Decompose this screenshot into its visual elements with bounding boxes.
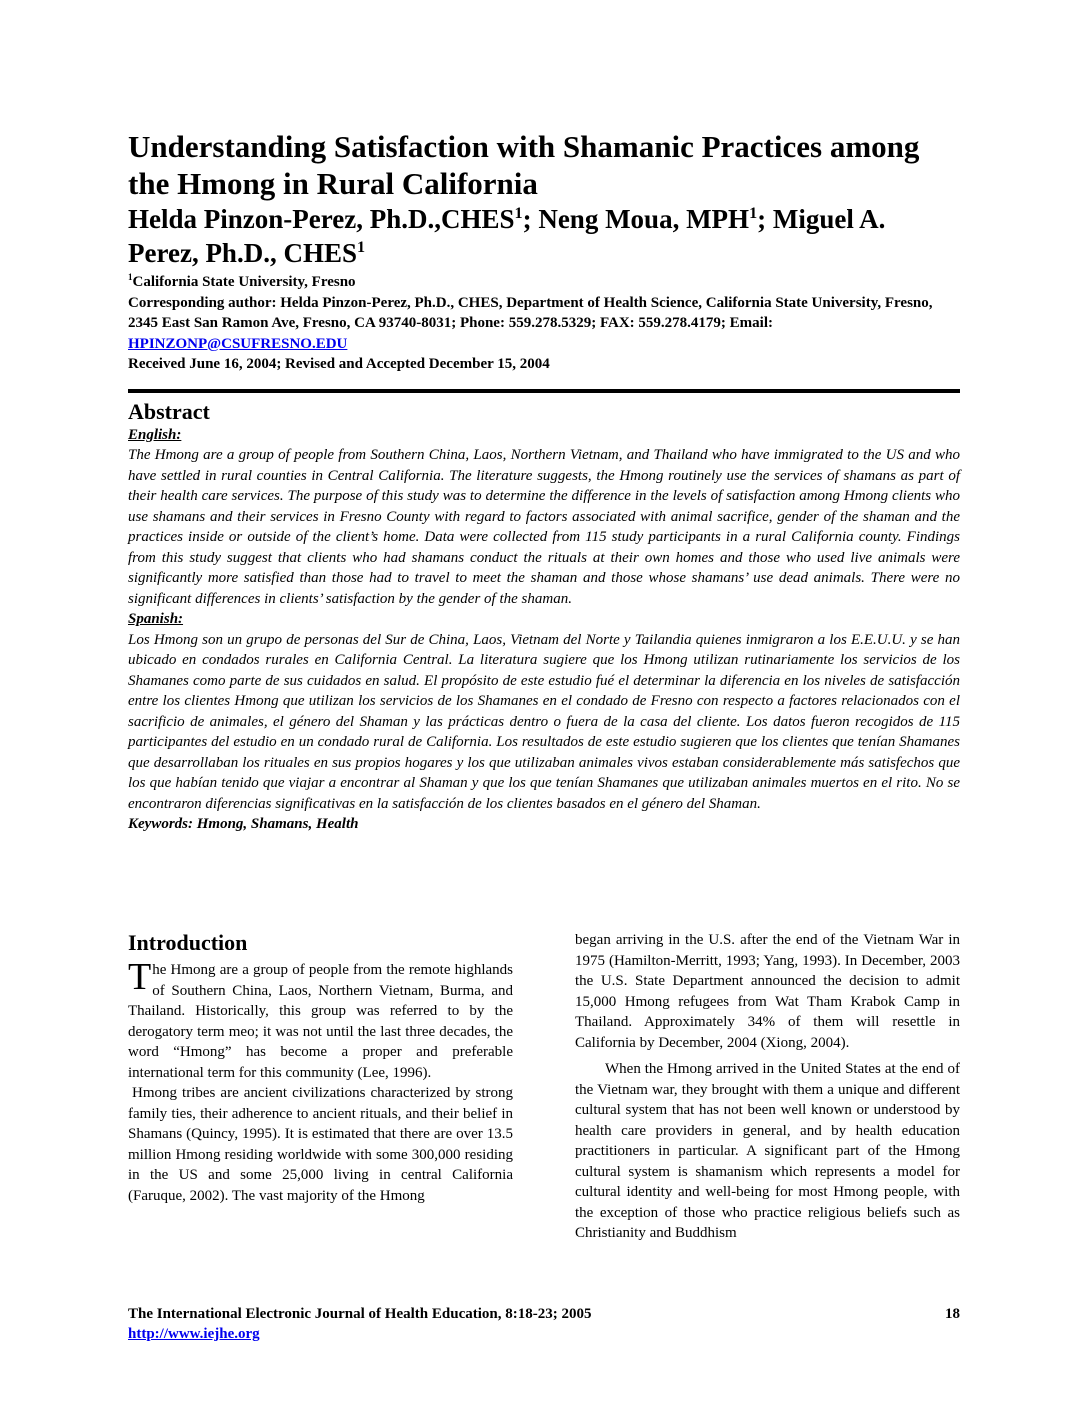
journal-citation: The International Electronic Journal of Health Education, 8:18-23; 2005 <box>128 1306 592 1322</box>
introduction-heading: Introduction <box>128 930 248 955</box>
body-columns <box>128 930 960 1280</box>
right-column <box>575 930 960 1244</box>
author-affiliation-mark: 1 <box>514 204 523 222</box>
author-affiliation-mark: 1 <box>356 238 366 256</box>
drop-cap: T <box>128 956 152 998</box>
intro-paragraph <box>128 956 513 1083</box>
author-affiliation-mark: 1 <box>749 204 758 222</box>
keywords: Keywords: Hmong, Shamans, Health <box>128 816 359 832</box>
english-label: English: <box>128 426 182 443</box>
article-title: Understanding Satisfaction with Shamanic Practices among the Hmong in Rural California <box>128 129 920 201</box>
affiliation-mark: 1 <box>128 272 133 282</box>
left-column <box>128 930 513 1206</box>
received-dates: Received June 16, 2004; Revised and Accepted December 15, 2004 <box>128 356 550 372</box>
corresponding-author <box>128 293 960 355</box>
author-separator: ; <box>757 204 773 234</box>
page-footer <box>128 1304 960 1344</box>
abstract-spanish: Los Hmong son un grupo de personas del Sur de China, Laos, Vietnam del Norte y Tailandia quienes inmigraron a los E.E.U.U. y se han ubicado en condados rurales en California Central. La literatura sugiere que los Hmong utilizan rutinariamente los servicios de los Shamanes como parte de sus cuidados en salud. El propósito de este estudio fué el determinar la diferencia en los niveles de satisfacción entre los clientes Hmong que utilizan los servicios de los Shamanes en el condado de Fresno con respecto a factores relacionados con el sacrificio de animales, el género del Shaman y las prácticas dentro o fuera de la casa del cliente. Los datos fueron recogidos de 115 participantes del estudio en un condado rural de California. Los resultados de este estudio sugieren que los clientes que tenían Shamanes que desarrollaban los rituales en sus propios hogares y los que utilizaban animales vivos estaban considerablemente más satisfechos que los que habían tenido que viajar a encontrar al Shaman y que los que tenían Shamanes que utilizaban animales muertos en el rito. No se encontraron diferencias significativas en la satisfacción de los clientes basados en el género del Shaman. <box>128 631 960 812</box>
email-link[interactable]: HPINZONP@CSUFRESNO.EDU <box>128 335 348 352</box>
author-separator: ; <box>522 204 539 234</box>
intro-paragraph: When the Hmong arrived in the United States at the end of the Vietnam war, they brought with them a unique and different cultural system that has not been well known or understood by health care providers in general, and by health education practitioners in particular. A significant part of the Hmong cultural system is shamanism which represents a model for cultural identity and well-being for most Hmong people, with the exception of those who practice religious beliefs such as Christianity and Buddhism <box>575 1061 960 1241</box>
abstract-heading: Abstract <box>128 398 210 424</box>
affiliation <box>128 272 960 293</box>
author-name: Helda Pinzon-Perez, Ph.D.,CHES <box>128 204 515 234</box>
header-divider <box>128 389 960 393</box>
affiliation-text: California State University, Fresno <box>132 274 356 290</box>
corresponding-author-text: Corresponding author: Helda Pinzon-Perez, Ph.D., CHES, Department of Health Science, California State University, Fresno, 2345 East San Ramon Ave, Fresno, CA 93740-8031; Phone: 559.278.5329; FAX: 559.278.4179; Email: <box>128 294 933 331</box>
abstract-english: The Hmong are a group of people from Southern China, Laos, Northern Vietnam, and Thailand who have immigrated to the US and who have settled in rural counties in Central California. The literature suggests, the Hmong routinely use the services of shamans as part of their health care services. The purpose of this study was to determine the difference in the levels of satisfaction among Hmong clients who use shamans and their services in Fresno County with regard to factors associated with animal sacrifice, gender of the shaman and the practices inside or outside of the client’s home. Data were collected from 115 study participants in a rural California county. Findings from this study suggest that clients who had shamans conduct the rituals at their own homes and those who used live animals were significantly more satisfied than those had to travel to meet the shaman and those whose shamans’ use dead animals. There were no significant differences in clients’ satisfaction by the gender of the shaman. <box>128 447 960 607</box>
author-list <box>128 202 960 270</box>
intro-paragraph-text: he Hmong are a group of people from the remote highlands of Southern China, Laos, Northern Vietnam, Burma, and Thailand. Historically, this group was referred to by the derogatory term meo; it was not until the last three decades, the word “Hmong” has become a proper and preferable international term for this community (Lee, 1996). <box>128 962 513 1081</box>
page-number: 18 <box>945 1306 960 1322</box>
intro-paragraph: Hmong tribes are ancient civilizations characterized by strong family ties, their adherence to ancient rituals, and their belief in Shamans (Quincy, 1995). It is estimated that there are over 13.5 million Hmong residing worldwide with some 300,000 residing in the US and some 25,000 living in central California (Faruque, 2002). The vast majority of the Hmong <box>128 1085 513 1204</box>
author-name: Neng Moua, MPH <box>538 204 750 234</box>
journal-url-link[interactable]: http://www.iejhe.org <box>128 1326 260 1342</box>
article-header <box>128 128 960 835</box>
intro-paragraph: began arriving in the U.S. after the end of the Vietnam War in 1975 (Hamilton-Merritt, 1993; Yang, 1993). In December, 2003 the U.S. State Department announced the decision to admit 15,000 Hmong refugees from Wat Tham Krabok Camp in Thailand. Approximately 34% of them will resettle in California by December, 2004 (Xiong, 2004). <box>575 932 960 1051</box>
author-name: Miguel A. Perez, Ph.D., CHES <box>128 204 886 268</box>
spanish-label: Spanish: <box>128 611 184 627</box>
